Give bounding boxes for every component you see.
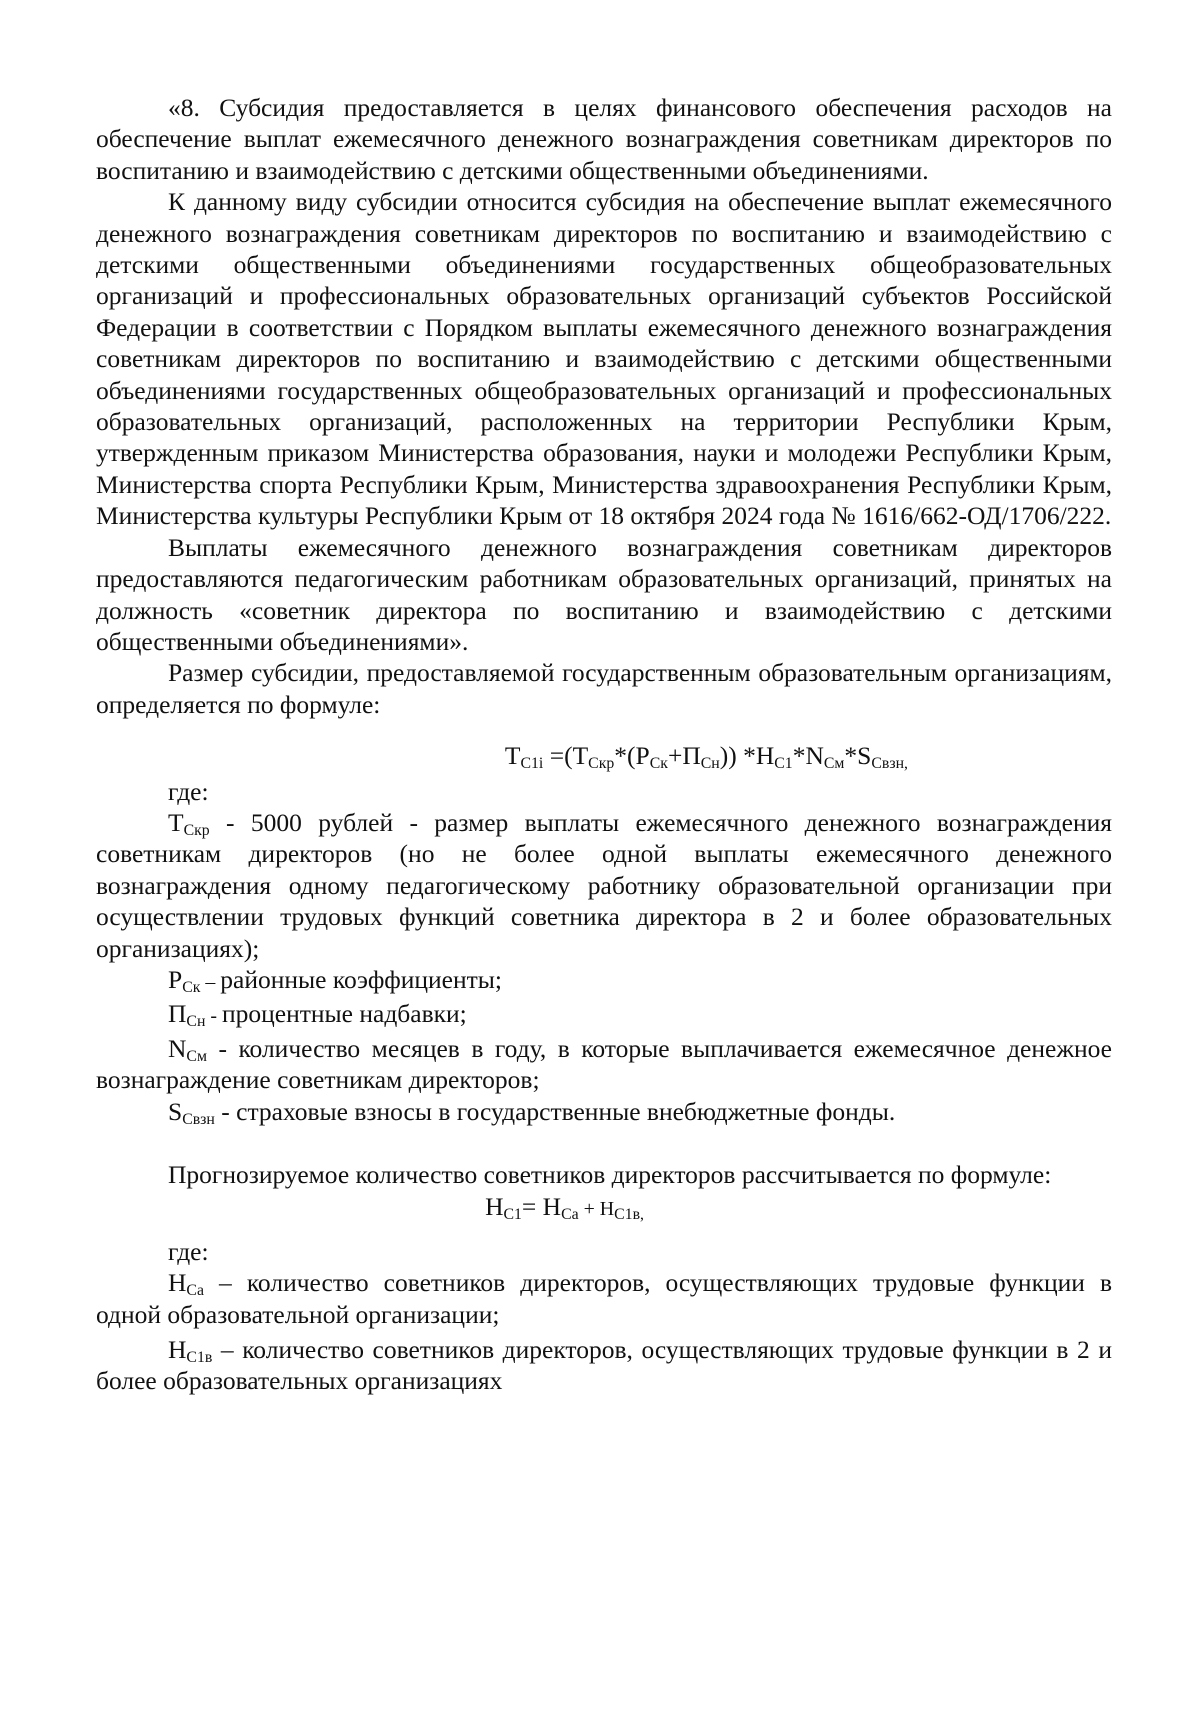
formula-part: *S [844, 741, 872, 771]
definition-tskr [96, 807, 1112, 964]
definition-subscript: Са [186, 1282, 204, 1300]
formula-part: =(Т [543, 741, 589, 771]
paragraph-subsidy-purpose: «8. Субсидия предоставляется в целях финансового обеспечения расходов на обеспечение выплат ежемесячного денежного вознаграждения советникам директоров по воспитанию и взаимодействию с детскими общественными объединениями. [96, 93, 1112, 185]
formula-part: )) *Н [719, 741, 775, 771]
definition-rsk [96, 964, 1112, 998]
formula-subscript: См [823, 755, 845, 773]
formula-advisors-count [96, 1191, 1112, 1225]
definition-symbol: N [168, 1033, 187, 1063]
formula-part: *(Р [614, 741, 650, 771]
formula-subscript: Ск [649, 755, 668, 773]
definition-nsa [96, 1267, 1112, 1330]
definition-subscript: См [186, 1047, 207, 1065]
definition-symbol: Т [168, 807, 184, 837]
document-body [96, 92, 1112, 1397]
formula-subscript: Скр [588, 755, 615, 773]
definition-subscript: Скр [183, 821, 210, 839]
where-label-2: где: [168, 1236, 209, 1266]
definition-text: - страховые взносы в государственные внебюджетные фонды. [214, 1096, 896, 1126]
paragraph-payments: Выплаты ежемесячного денежного вознаграждения советникам директоров предоставляются педагогическим работникам образовательных организаций, принятых на должность «советник директора по воспитанию и взаимодействию с детскими общественными объединениями». [96, 532, 1112, 656]
formula-part: *N [792, 741, 824, 771]
definition-ns1v [96, 1334, 1112, 1397]
formula-subscript: Сн [700, 755, 720, 773]
definition-symbol: Н [168, 1268, 187, 1298]
definition-text: – количество советников директоров, осуществляющих трудовые функции в одной образовательной организации; [96, 1268, 1112, 1329]
definition-text: - количество месяцев в году, в которые выплачивается ежемесячное денежное вознаграждение советникам директоров; [96, 1033, 1112, 1095]
paragraph-forecast-count: Прогнозируемое количество советников директоров рассчитывается по формуле: [168, 1160, 1052, 1189]
definition-dash: - [205, 1005, 222, 1028]
paragraph-subsidy-type: К данному виду субсидии относится субсидия на обеспечение выплат ежемесячного денежного вознаграждения советникам директоров по воспитанию и взаимодействию с детскими общественными объединениями государственных общеобразовательных организаций и профессиональных образовательных организаций субъектов Российской Федерации в соответствии с Порядком выплаты ежемесячного денежного вознаграждения советникам директоров по воспитанию и взаимодействию с детскими общественными объединениями государственных общеобразовательных организаций и профессиональных образовательных организаций, расположенных на территории Республики Крым, утвержденным приказом Министерства образования, науки и молодежи Республики Крым, Министерства спорта Республики Крым, Министерства здравоохранения Республики Крым, Министерства культуры Республики Крым от 18 октября 2024 года № 1616/662-ОД/1706/222. [96, 187, 1112, 531]
definition-text: районные коэффициенты; [220, 964, 502, 994]
definition-dash: – [200, 970, 221, 993]
definition-symbol: Р [168, 964, 183, 994]
definition-subscript: С1в [186, 1348, 213, 1366]
formula-part: = Н [521, 1192, 562, 1222]
formula-part: +П [667, 741, 701, 771]
definition-subscript: Ск [182, 978, 201, 996]
where-label-1: где: [168, 776, 209, 806]
formula-subscript: С1 [774, 755, 793, 773]
paragraph-subsidy-size: Размер субсидии, предоставляемой государственным образовательным организациям, определяется по формуле: [96, 658, 1112, 719]
formula-subscript: С1i [520, 755, 544, 773]
definition-subscript: Сн [186, 1013, 206, 1031]
formula-part: Н [485, 1192, 504, 1222]
definition-text: – количество советников директоров, осуществляющих трудовые функции в 2 и более образовательных организациях [96, 1335, 1112, 1396]
formula-part: + Н [578, 1198, 615, 1221]
formula-part: Т [504, 741, 521, 771]
definition-text: - 5000 рублей - размер выплаты ежемесячного денежного вознаграждения советникам директоров (но не более одной выплаты ежемесячного денежного вознаграждения одному педагогическому работнику образовательной организации при осуществлении трудовых функций советника директора в 2 и более образовательных организациях); [96, 807, 1112, 963]
definition-symbol: П [168, 999, 187, 1029]
definition-subscript: Свзн [182, 1110, 215, 1128]
definition-symbol: Н [168, 1335, 187, 1365]
formula-subscript: С1в, [614, 1206, 644, 1224]
formula-subsidy [96, 740, 1112, 771]
definition-nsm [96, 1033, 1112, 1096]
definition-text: процентные надбавки; [221, 999, 467, 1029]
definition-symbol: S [168, 1096, 183, 1126]
formula-subscript: С1 [503, 1206, 522, 1224]
formula-subscript: Свзн, [871, 755, 908, 773]
formula-subscript: Са [561, 1206, 579, 1224]
definition-psn [96, 998, 1112, 1032]
blank-line [96, 1127, 1112, 1159]
definition-ssvzn [96, 1096, 1112, 1127]
